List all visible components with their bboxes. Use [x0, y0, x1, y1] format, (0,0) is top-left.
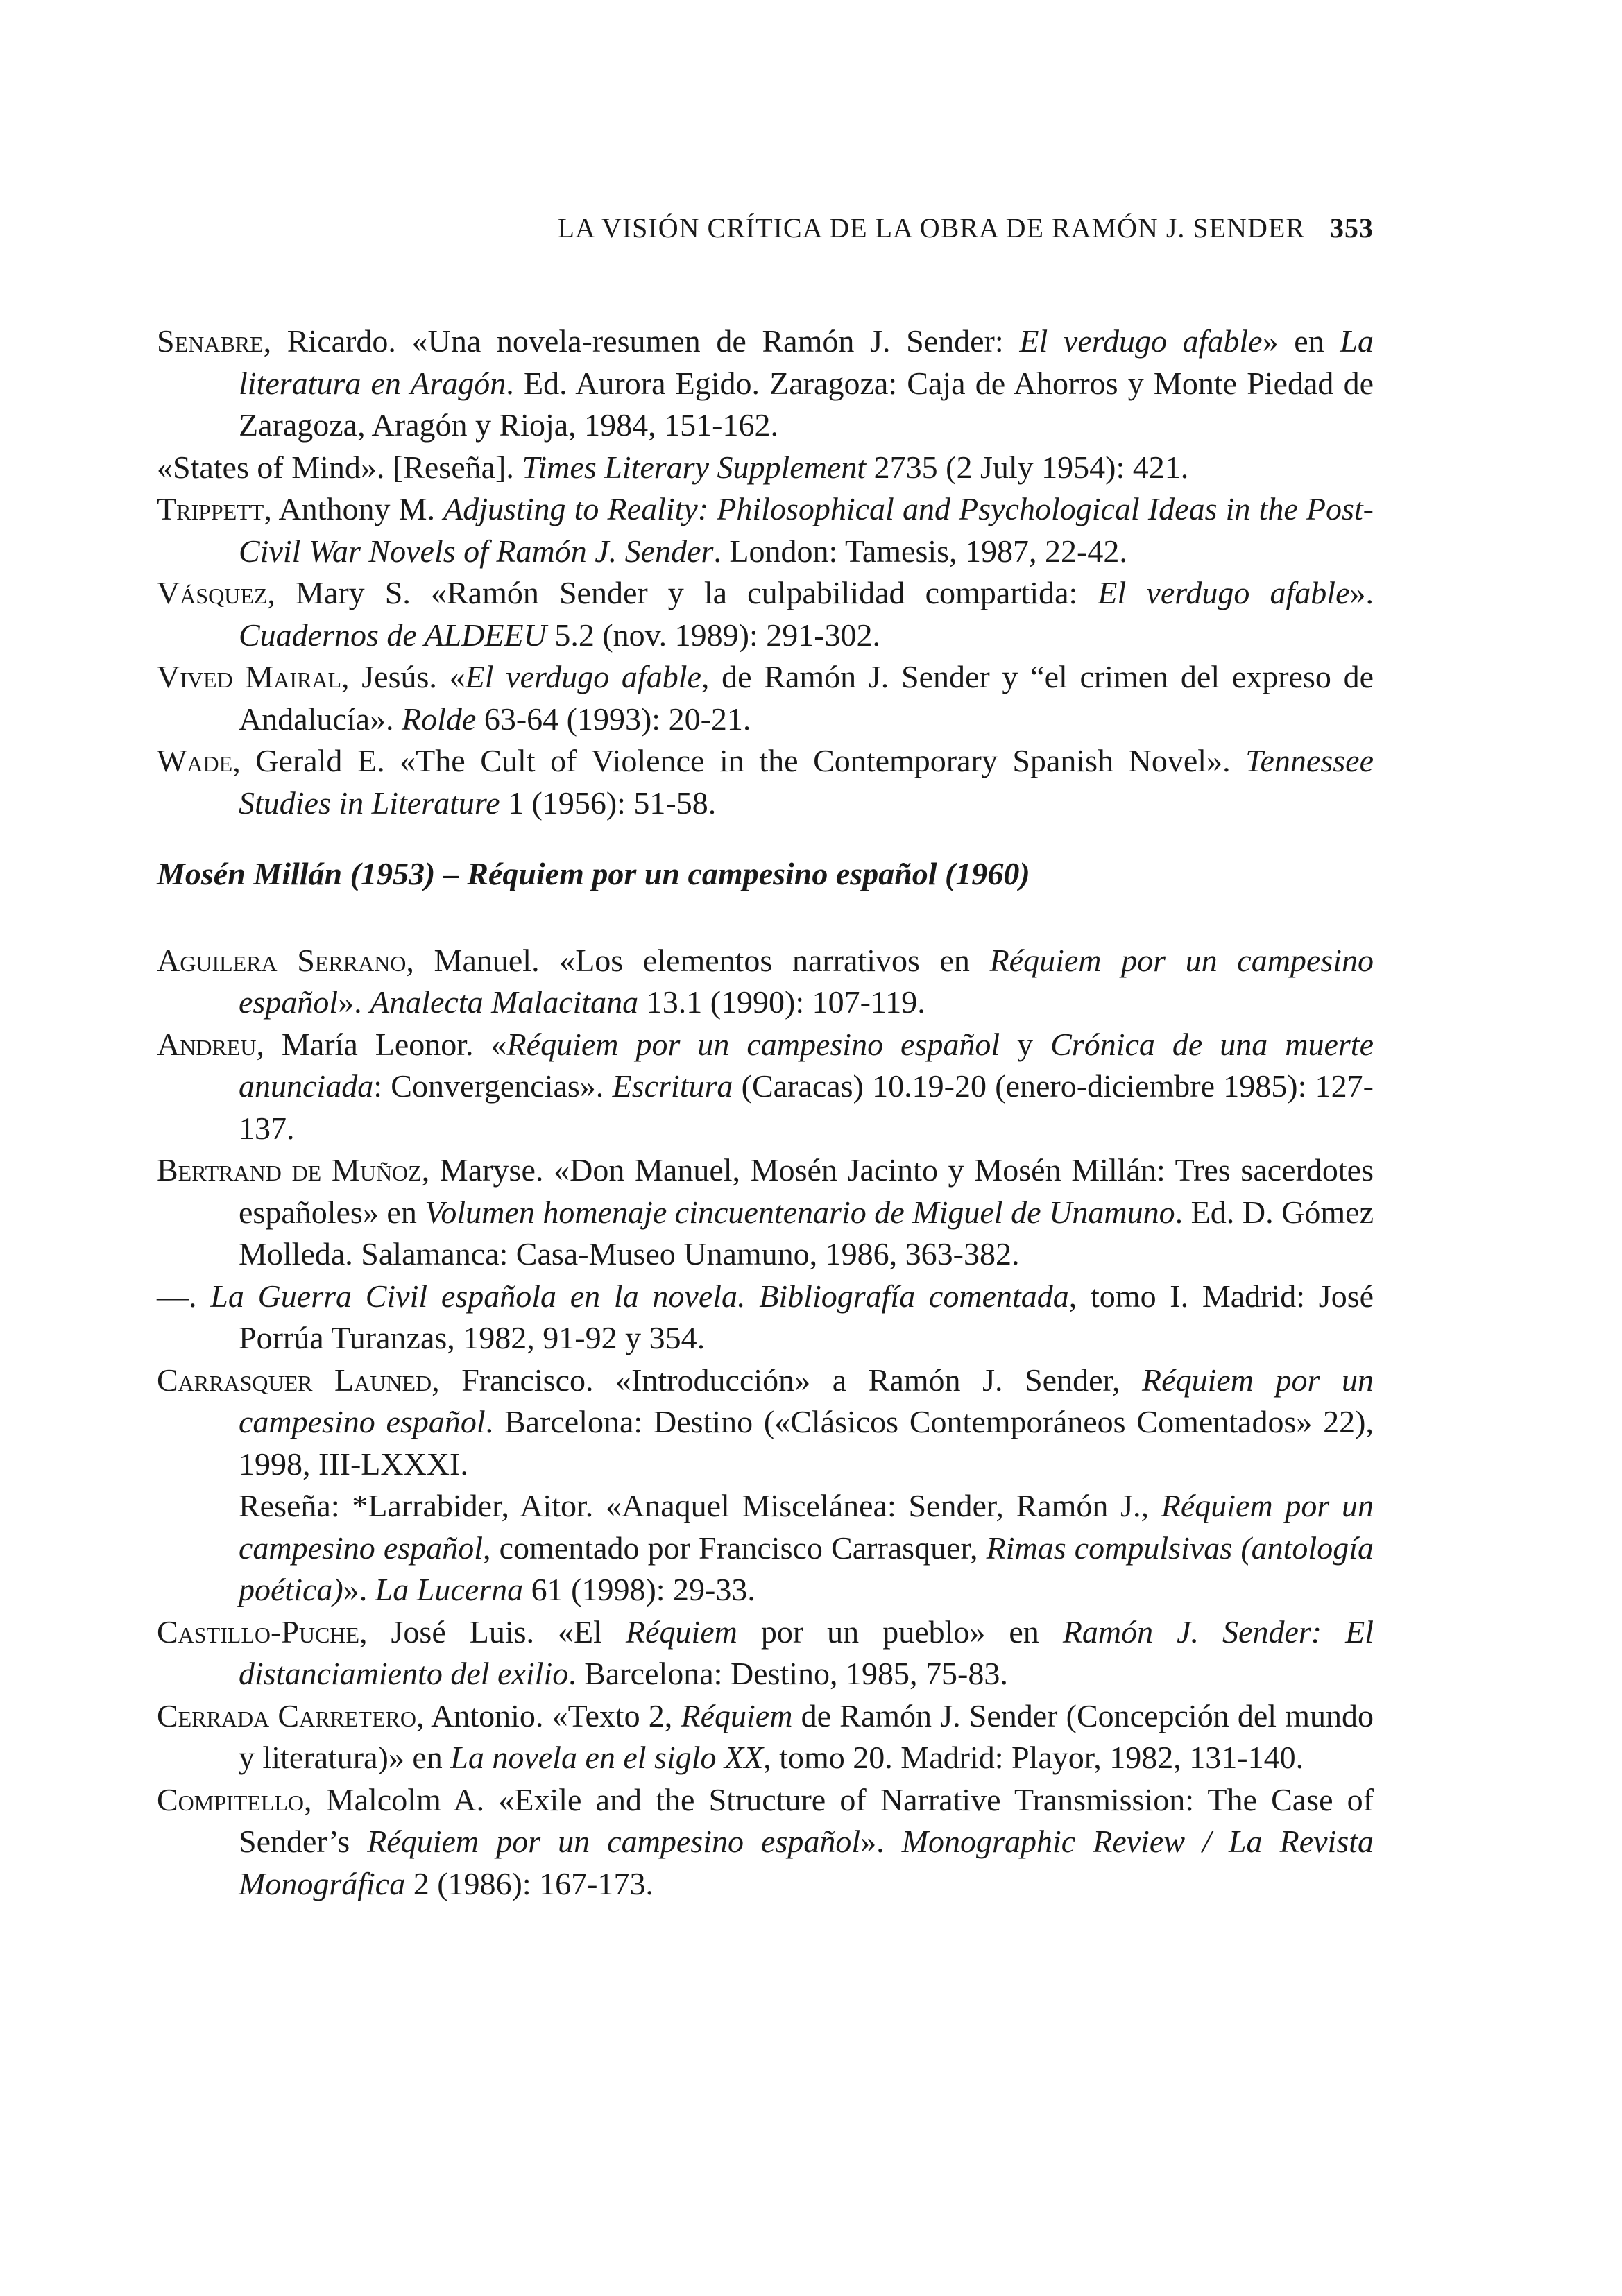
entry-text: «: [490, 1026, 507, 1062]
entry-text: , Antonio.: [416, 1697, 552, 1733]
entry-text: , Jesús.: [341, 659, 450, 694]
bibliography-entry: [157, 740, 1374, 824]
running-title: LA VISIÓN CRÍTICA DE LA OBRA DE RAMÓN J. SENDER: [557, 212, 1305, 243]
entry-text: 63-64 (1993): 20-21.: [476, 701, 751, 737]
bibliography-entry: [157, 940, 1374, 1024]
entry-text: «States of Mind». [Reseña].: [157, 449, 522, 485]
entry-text: , tomo 20. Madrid: Playor, 1982, 131-140.: [763, 1740, 1304, 1775]
entry-author: Vived Mairal: [157, 659, 342, 694]
entry-title: Volumen homenaje cincuentenario de Miguel de Unamuno: [425, 1194, 1175, 1230]
entry-text: «Exile and the Structure of Narrative Transmission: The Case of Sender’s: [239, 1781, 1374, 1859]
entry-title: Réquiem por un campesino español: [239, 1488, 1374, 1566]
entry-text: , Mary S.: [267, 575, 431, 610]
entry-title: La Lucerna: [375, 1572, 524, 1607]
entry-author: Cerrada Carretero: [157, 1697, 416, 1733]
entry-text: «El: [558, 1613, 626, 1650]
entry-title: Réquiem por un campesino español: [367, 1824, 861, 1859]
bibliography-body: [157, 320, 1374, 1905]
entry-title: Analecta Malacitana: [370, 984, 639, 1020]
entry-text: 61 (1998): 29-33.: [523, 1572, 755, 1607]
entry-text: Reseña: *Larrabider, Aitor. «Anaquel Miscelánea: Sender, Ramón J.,: [239, 1488, 1161, 1523]
entry-title: Tennessee Studies in Literature: [239, 743, 1374, 821]
entry-title: Crónica de una muerte anunciada: [239, 1026, 1374, 1104]
entry-text: 2 (1986): 167-173.: [405, 1865, 654, 1901]
entry-title: El verdugo afable: [465, 659, 701, 694]
bibliography-entry: [157, 1276, 1374, 1360]
entry-text: «Una novela-resumen de Ramón J. Sender:: [411, 323, 1020, 359]
entry-title: Rolde: [402, 701, 477, 737]
entry-title: Réquiem por un campesino español: [239, 1362, 1374, 1439]
page-number: 353: [1330, 212, 1374, 243]
entry-text: . London: Tamesis, 1987, 22-42.: [713, 533, 1127, 569]
entry-title: La Guerra Civil española en la novela. Bibliografía comentada: [210, 1278, 1069, 1314]
entry-author: Carrasquer Launed: [157, 1362, 432, 1398]
entry-text: : Convergencias».: [373, 1068, 613, 1104]
bibliography-entry: [157, 447, 1374, 489]
entry-text: , comentado por Francisco Carrasquer,: [482, 1530, 987, 1566]
entry-text: 1 (1956): 51-58.: [500, 785, 717, 821]
running-head: [0, 212, 1374, 244]
bibliography-entry: [157, 320, 1374, 447]
entry-text: ».: [860, 1824, 902, 1859]
entry-text: de Ramón J. Sender (Concepción del mundo y literatura)» en: [239, 1697, 1374, 1775]
entry-author: Compitello: [157, 1781, 304, 1817]
entry-text: . Barcelona: Destino, 1985, 75-83.: [568, 1656, 1008, 1691]
bibliography-entry: [157, 1695, 1374, 1779]
bibliography-entry: [157, 1024, 1374, 1150]
entry-text: 13.1 (1990): 107-119.: [638, 984, 925, 1020]
entry-text: , Anthony M.: [264, 491, 444, 526]
entry-text: . Ed. Aurora Egido. Zaragoza: Caja de Ahorros y Monte Piedad de Zaragoza, Aragón y Rioja, 1984, 151-162.: [239, 365, 1374, 443]
entry-text: , Ricardo.: [263, 323, 412, 359]
entry-author: Wade: [157, 743, 233, 778]
bibliography-entry: [157, 572, 1374, 656]
entry-author: Bertrand de Muñoz: [157, 1152, 422, 1188]
entry-author: Trippett: [157, 491, 264, 526]
entry-text: , Malcolm A.: [304, 1781, 499, 1817]
section-heading: Mosén Millán (1953) – Réquiem por un campesino español (1960): [157, 856, 1030, 891]
entry-text: , Maryse.: [421, 1152, 554, 1188]
entry-title: Times Literary Supplement: [522, 449, 867, 485]
entry-text: , Gerald E.: [232, 743, 400, 778]
entry-author: Castillo-Puche: [157, 1613, 360, 1650]
entry-text: , Manuel.: [406, 942, 560, 978]
entry-title: Escritura: [612, 1068, 733, 1104]
bibliography-entry: [157, 656, 1374, 740]
bibliography-list-el-verdugo: [157, 320, 1374, 824]
entry-text: » en: [1262, 323, 1340, 359]
entry-author: Aguilera Serrano: [157, 942, 407, 978]
entry-text: , María Leonor.: [256, 1026, 491, 1062]
entry-author: Vásquez: [157, 575, 268, 610]
entry-text: —.: [157, 1278, 211, 1314]
entry-text: «Texto 2,: [552, 1697, 681, 1733]
entry-text: , de Ramón J. Sender y “el crimen del expreso de Andalucía».: [239, 659, 1374, 737]
entry-title: El verdugo afable: [1019, 323, 1263, 359]
bibliography-entry: [157, 1611, 1374, 1695]
entry-text: . Barcelona: Destino («Clásicos Contemporáneos Comentados» 22), 1998, III-LXXXI.: [239, 1404, 1374, 1482]
entry-text: ».: [1349, 575, 1374, 610]
entry-text: 5.2 (nov. 1989): 291-302.: [546, 617, 881, 653]
entry-text: «Ramón Sender y la culpabilidad compartida:: [430, 575, 1098, 610]
entry-text: (Caracas) 10.19-20 (enero-diciembre 1985): 127-137.: [239, 1068, 1374, 1146]
entry-text: «: [449, 659, 466, 694]
bibliography-entry: [157, 1149, 1374, 1276]
entry-author: Senabre: [157, 323, 264, 359]
entry-title: Ramón J. Sender: El distanciamiento del exilio: [239, 1613, 1374, 1691]
entry-text: ».: [338, 984, 370, 1020]
entry-title: La literatura en Aragón: [239, 323, 1374, 401]
entry-title: Rimas compulsivas (antología poética): [239, 1530, 1374, 1607]
entry-text: «The Cult of Violence in the Contemporary Spanish Novel».: [400, 743, 1246, 778]
entry-text: 2735 (2 July 1954): 421.: [866, 449, 1189, 485]
entry-text: «Los elementos narrativos en: [559, 942, 990, 978]
bibliography-list-requiem: [157, 940, 1374, 1905]
entry-title: El verdugo afable: [1098, 575, 1350, 610]
entry-author: Andreu: [157, 1026, 257, 1062]
entry-text: . Ed. D. Gómez Molleda. Salamanca: Casa-Museo Unamuno, 1986, 363-382.: [239, 1194, 1374, 1271]
entry-title: Monographic Review / La Revista Monográfica: [239, 1824, 1374, 1901]
entry-text: , José Luis.: [359, 1613, 558, 1650]
entry-text: , tomo I. Madrid: José Porrúa Turanzas, 1982, 91-92 y 354.: [239, 1278, 1374, 1355]
bibliography-entry: [157, 1360, 1374, 1486]
entry-title: La novela en el siglo XX: [450, 1740, 764, 1775]
entry-text: «Introducción» a Ramón J. Sender,: [615, 1362, 1143, 1398]
entry-title: Réquiem por un campesino español: [239, 942, 1374, 1020]
bibliography-entry: [157, 1779, 1374, 1905]
bibliography-entry: [157, 488, 1374, 572]
entry-title: Réquiem por un campesino español: [506, 1026, 1000, 1062]
bibliography-entry: [157, 1485, 1374, 1611]
entry-title: Cuadernos de ALDEEU: [239, 617, 547, 653]
entry-text: y: [1000, 1026, 1051, 1062]
entry-text: «Don Manuel, Mosén Jacinto y Mosén Millán: Tres sacerdotes españoles» en: [239, 1152, 1374, 1230]
entry-title: Réquiem: [625, 1613, 737, 1650]
entry-text: , Francisco.: [432, 1362, 616, 1398]
entry-text: por un pueblo» en: [737, 1613, 1063, 1650]
entry-title: Adjusting to Reality: Philosophical and Psychological Ideas in the Post-Civil War Novels of Ramón J. Sender: [239, 491, 1374, 569]
entry-title: Réquiem: [681, 1697, 793, 1733]
entry-text: ».: [343, 1572, 375, 1607]
